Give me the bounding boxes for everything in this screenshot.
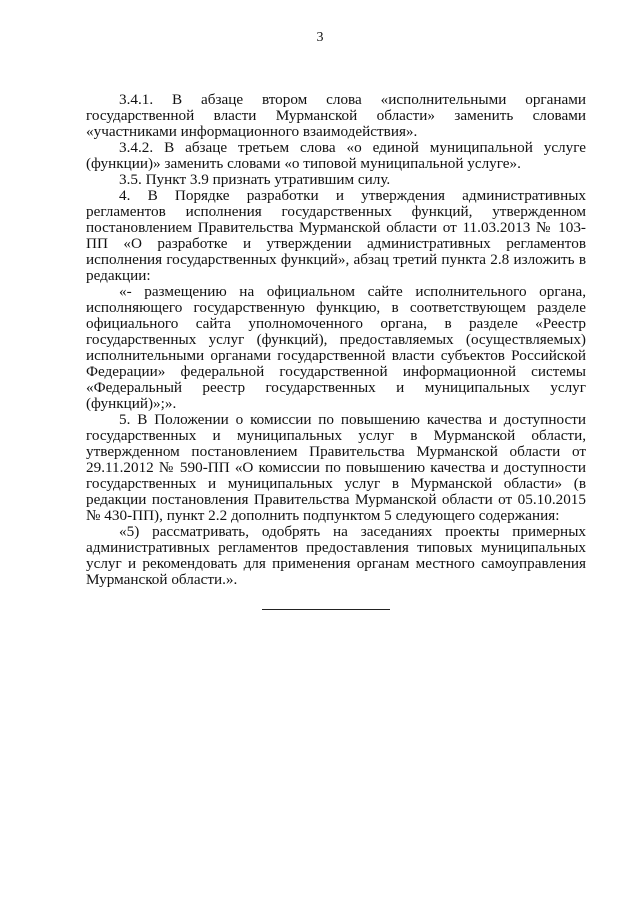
paragraph-4: 4. В Порядке разработки и утверждения административных регламентов исполнения государственных функций, утвержденном постановлением Правительства Мурманской области от 11.03.2013 № 103-ПП «О разработке и утверждении административных регламентов исполнения государственных функций», абзац третий пункта 2.8 изложить в редакции:	[86, 187, 586, 284]
paragraph-3-4-1: 3.4.1. В абзаце втором слова «исполнительными органами государственной власти Мурманской области» заменить словами «участниками информационного взаимодействия».	[86, 91, 586, 140]
paragraph-3-5: 3.5. Пункт 3.9 признать утратившим силу.	[119, 171, 391, 188]
page-number: 3	[316, 30, 324, 45]
paragraph-4-quote: «- размещению на официальном сайте исполнительного органа, исполняющего государственную функцию, в соответствующем разделе официального сайта уполномоченного органа, в разделе «Реестр государственных услуг (функций), предоставляемых (осуществляемых) исполнительными органами государственной власти субъектов Российской Федерации» федеральной государственной информационной системы «Федеральный реестр государственных и муниципальных услуг (функций)»;».	[86, 283, 586, 412]
paragraph-5: 5. В Положении о комиссии по повышению качества и доступности государственных и муниципальных услуг в Мурманской области, утвержденном постановлением Правительства Мурманской области от 29.11.2012 № 590-ПП «О комиссии по повышению качества и доступности государственных и муниципальных услуг в Мурманской области» (в редакции постановления Правительства Мурманской области от 05.10.2015 № 430-ПП), пункт 2.2 дополнить подпунктом 5 следующего содержания:	[86, 411, 586, 524]
paragraph-5-quote: «5) рассматривать, одобрять на заседаниях проекты примерных административных регламентов предоставления типовых муниципальных услуг и рекомендовать для применения органам местного самоуправления Мурманской области.».	[86, 523, 586, 588]
paragraph-3-4-2: 3.4.2. В абзаце третьем слова «о единой муниципальной услуге (функции)» заменить словами «о типовой муниципальной услуге».	[86, 139, 586, 172]
document-body	[86, 92, 586, 588]
end-separator-line	[262, 609, 390, 610]
